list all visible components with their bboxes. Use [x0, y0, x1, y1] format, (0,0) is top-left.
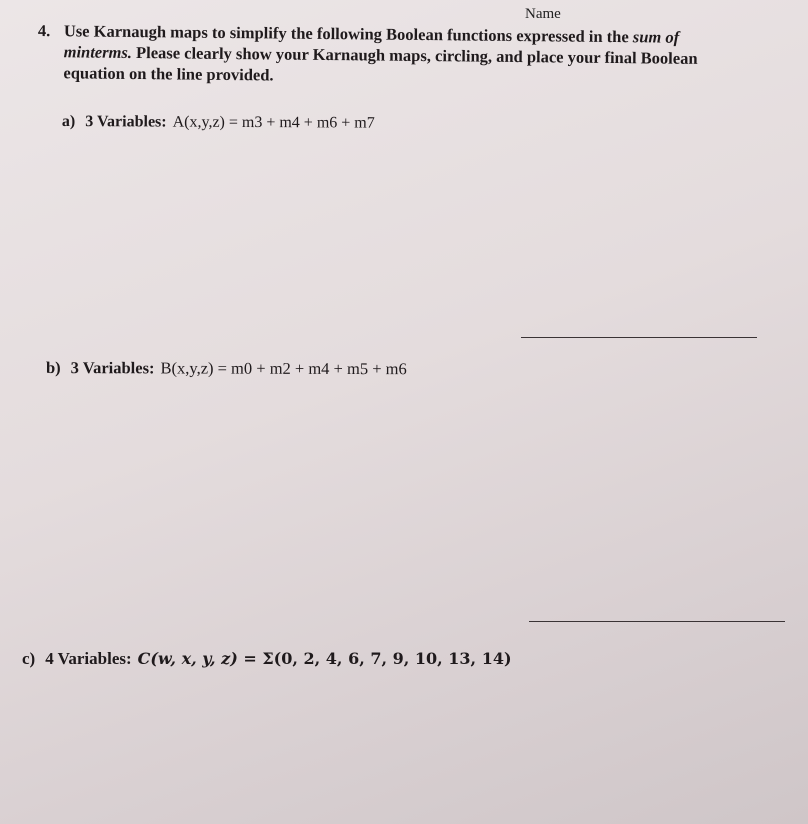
part-b-heading: 3 Variables: — [70, 358, 155, 378]
question-italic-2: minterms. — [63, 42, 133, 62]
question-number: 4. — [37, 20, 51, 41]
answer-line-a[interactable] — [521, 337, 757, 338]
part-c-function-rhs: (0, 2, 4, 6, 7, 9, 10, 13, 14) — [273, 649, 512, 668]
part-a — [62, 113, 375, 133]
part-c-function — [138, 649, 512, 668]
question-text-2: Please clearly show your Karnaugh maps, circling, and place your final Boolean — [131, 42, 698, 68]
part-b-letter: b) — [45, 358, 61, 378]
part-b — [46, 358, 407, 379]
part-c-letter: c) — [22, 649, 36, 668]
question-text-1: Use Karnaugh maps to simplify the following Boolean functions expressed in the — [63, 21, 633, 47]
question-line-3: equation on the line provided. — [63, 63, 274, 85]
question-italic-1: sum of — [632, 27, 680, 47]
part-b-function: B(x,y,z) = m0 + m2 + m4 + m5 + m6 — [160, 358, 407, 379]
answer-line-b[interactable] — [529, 621, 785, 622]
part-c-heading: 4 Variables: — [45, 649, 132, 668]
sigma-symbol: Σ — [262, 649, 274, 668]
part-a-function: A(x,y,z) = m3 + m4 + m6 + m7 — [172, 113, 375, 132]
part-c-function-lhs: C(w, x, y, z) = — [137, 649, 263, 668]
question-4 — [37, 20, 738, 90]
part-a-letter: a) — [61, 113, 76, 131]
part-c — [22, 649, 512, 669]
name-label: Name — [525, 6, 561, 22]
part-a-heading: 3 Variables: — [85, 113, 167, 131]
